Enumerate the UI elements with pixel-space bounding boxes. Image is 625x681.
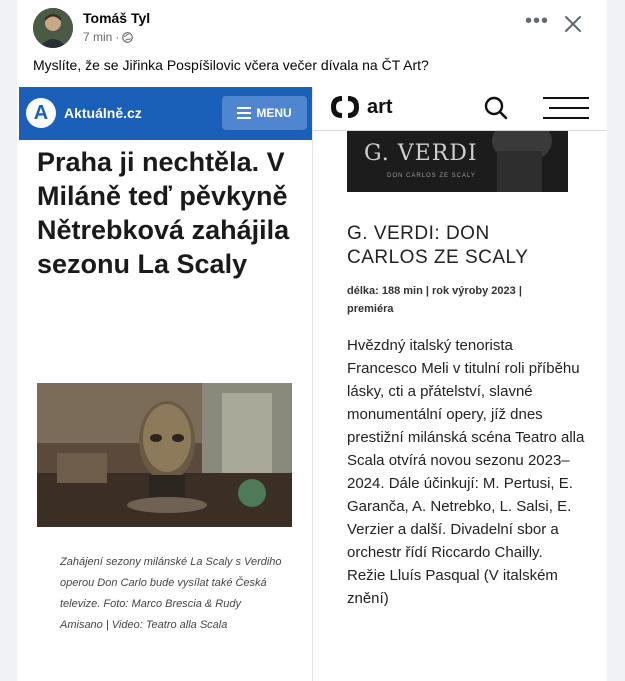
author-name[interactable]: Tomáš Tyl: [83, 10, 151, 26]
hamburger-icon: [237, 107, 251, 119]
programme-banner-image[interactable]: [347, 131, 568, 192]
facebook-post-card: [17, 0, 607, 681]
menu-button[interactable]: [222, 96, 307, 130]
author-avatar[interactable]: [33, 8, 73, 48]
globe-icon: [122, 32, 133, 43]
ct-art-logo-text: art: [367, 95, 393, 118]
aktualne-site-name[interactable]: Aktuálně.cz: [64, 105, 142, 121]
post-time[interactable]: 7 min: [83, 30, 113, 44]
menu-label: MENU: [256, 106, 292, 120]
close-icon[interactable]: [561, 12, 585, 36]
banner-subtitle: DON CARLOS ZE SCALY: [387, 173, 476, 179]
ct-art-programme: [313, 87, 607, 681]
programme-description: Hvězdný italský tenorista Francesco Meli v titulní roli příběhu lásky, cti a přátelství, slavné monumentální opery, jíž dnes prestižní milánská scéna Teatro alla Scala otvírá novou sezonu 2023–2024. Dále účinkují: M. Pertusi, E. Garanča, A. Netrebko, L. Salsi, E. Verzier a další. Divadelní sbor a orchestr řídí Riccardo Chailly. Režie Lluís Pasqual (V italském znění): [347, 337, 585, 607]
banner-title: G. VERDI: [364, 141, 478, 166]
article-photo[interactable]: [37, 383, 292, 527]
aktualne-logo[interactable]: A: [26, 98, 56, 128]
meta-separator: ·: [115, 30, 120, 44]
search-icon[interactable]: [483, 95, 509, 121]
more-horizontal-icon[interactable]: •••: [525, 10, 550, 32]
programme-title[interactable]: G. VERDI: DON CARLOS ZE SCALY: [347, 223, 529, 268]
ct-art-logo[interactable]: [328, 94, 393, 120]
hamburger-menu-icon[interactable]: [543, 96, 589, 120]
post-text: Myslíte, že se Jiřinka Pospíšilovic včera večer dívala na ČT Art?: [33, 57, 429, 73]
aktualne-article: [19, 87, 313, 681]
post-header: [17, 0, 607, 52]
article-headline[interactable]: Praha ji nechtěla. V Miláně teď pěvkyně Nětrebková zahájila sezonu La Scaly: [37, 147, 290, 279]
programme-meta: délka: 188 min | rok výroby 2023 | premiéra: [347, 285, 522, 315]
post-meta: [83, 30, 133, 44]
aktualne-header-bar: [19, 87, 312, 140]
attached-screenshot[interactable]: [19, 87, 607, 681]
ct-logo-icon: [328, 94, 362, 120]
photo-caption: Zahájení sezony milánské La Scaly s Verdiho operou Don Carlo bude vysílat také Česká televize. Foto: Marco Brescia & Rudy Amisano | Video: Teatro alla Scala: [60, 556, 282, 631]
